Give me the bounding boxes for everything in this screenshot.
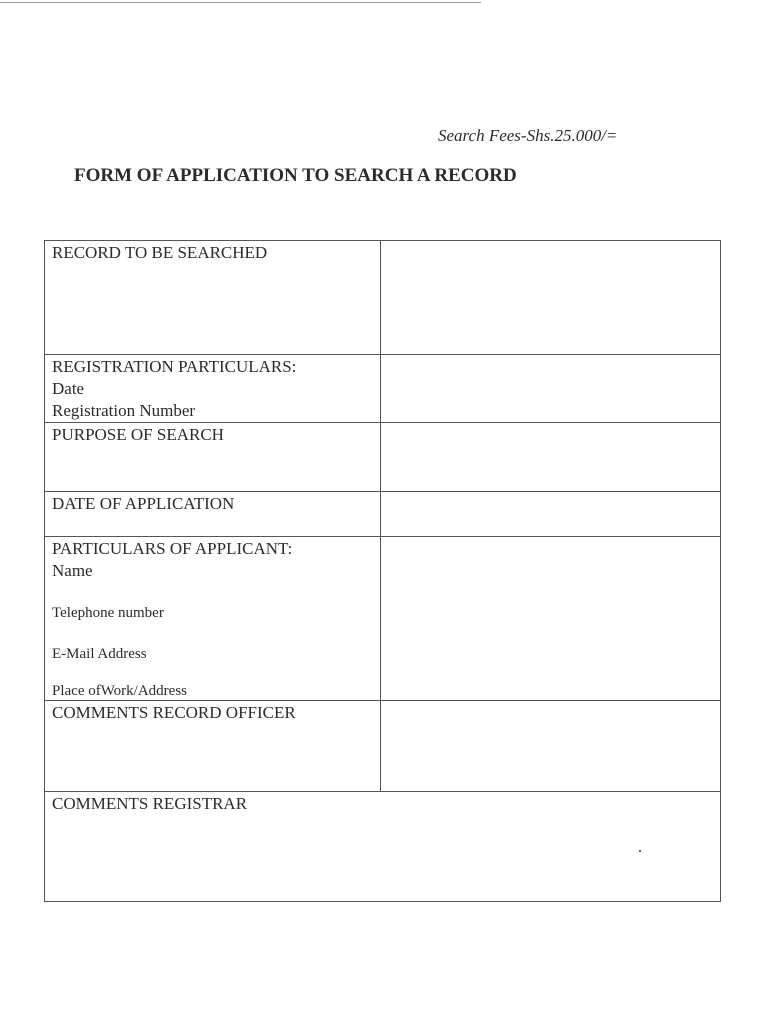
comments-officer-label: COMMENTS RECORD OFFICER [52, 703, 296, 722]
purpose-label: PURPOSE OF SEARCH [52, 425, 224, 444]
registration-number-label: Registration Number [52, 401, 196, 420]
applicant-label-cell [45, 537, 381, 700]
applicant-telephone-label: Telephone number [52, 605, 164, 621]
comments-officer-input-cell[interactable] [381, 701, 720, 791]
purpose-input-cell[interactable] [381, 423, 720, 491]
stray-dot-mark [639, 850, 641, 852]
comments-officer-label-cell [45, 701, 381, 791]
registration-input-cell[interactable] [381, 355, 720, 422]
applicant-row [45, 537, 720, 701]
record-label: RECORD TO BE SEARCHED [52, 243, 268, 262]
registration-label-cell [45, 355, 381, 422]
applicant-name-label: Name [52, 561, 93, 580]
search-fee-note: Search Fees-Shs.25.000/= [438, 126, 618, 145]
date-of-application-label-cell [45, 492, 381, 536]
comments-officer-row [45, 701, 720, 792]
registration-label: REGISTRATION PARTICULARS: [52, 357, 297, 376]
record-input-cell[interactable] [381, 241, 720, 354]
comments-registrar-label: COMMENTS REGISTRAR [52, 794, 248, 813]
registration-row [45, 355, 720, 423]
comments-registrar-row [45, 792, 720, 901]
applicant-address-label: Place ofWork/Address [52, 683, 188, 699]
date-of-application-input-cell[interactable] [381, 492, 720, 536]
registration-date-label: Date [52, 379, 85, 398]
form-title: FORM OF APPLICATION TO SEARCH A RECORD [74, 165, 517, 186]
applicant-email-label: E-Mail Address [52, 646, 147, 662]
applicant-label: PARTICULARS OF APPLICANT: [52, 539, 293, 558]
purpose-label-cell [45, 423, 381, 491]
date-of-application-row [45, 492, 720, 537]
application-form-table [44, 240, 721, 902]
comments-registrar-cell[interactable] [45, 792, 720, 901]
applicant-input-cell[interactable] [381, 537, 720, 700]
purpose-row [45, 423, 720, 492]
record-label-cell [45, 241, 381, 354]
date-of-application-label: DATE OF APPLICATION [52, 494, 235, 513]
record-row [45, 241, 720, 355]
top-rule [0, 2, 481, 3]
